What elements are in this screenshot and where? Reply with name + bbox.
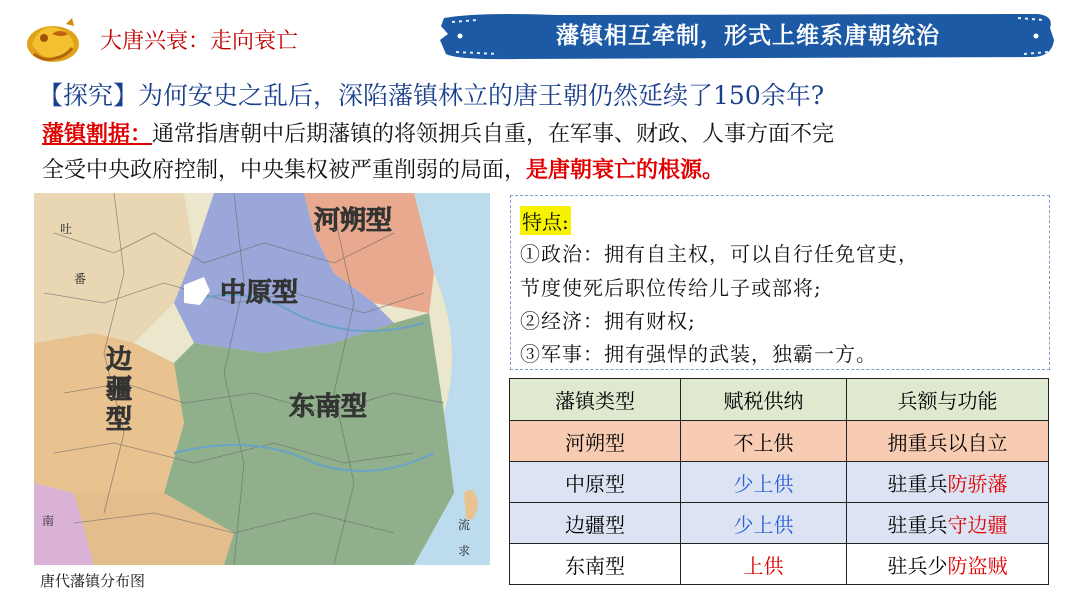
type-cell: 边疆型 [510,503,681,544]
label-hebei: 河朔型 [314,206,393,236]
fanzhen-types-table [509,378,1049,585]
inquiry-question: 【探究】为何安史之乱后，深陷藩镇林立的唐王朝仍然延续了150余年? [38,81,825,110]
feature-item: ②经济：拥有财权; [520,309,696,333]
table-header: 藩镇类型 [510,379,681,421]
function-cell [847,462,1049,503]
type-cell: 河朔型 [510,421,681,462]
function-emphasis: 守边疆 [947,512,1008,537]
tax-cell: 不上供 [681,421,847,462]
function-text: 驻重兵 [887,471,948,496]
feature-item: ③军事：拥有强悍的武装，独霸一方。 [520,342,877,366]
banner-title: 藩镇相互牵制，形式上维系唐朝统治 [556,22,940,49]
function-cell [847,544,1049,585]
label-zhongyuan: 中原型 [220,278,299,308]
label-fan: 番 [74,272,87,286]
definition-text-1: 通常指唐朝中后期藩镇的将领拥兵自重，在军事、财政、人事方面不完 [152,122,835,147]
label-dongnan: 东南型 [289,392,368,422]
table-header: 赋税供纳 [681,379,847,421]
function-emphasis: 防骄藩 [947,471,1008,496]
table-row [510,544,1049,585]
definition-text-2: 全受中央政府控制，中央集权被严重削弱的局面， [42,158,527,183]
label-bianjiang-char-2: 疆 [106,375,133,405]
feature-item: 节度使死后职位传给儿子或部将; [520,276,822,300]
lesson-topic-title: 大唐兴衰：走向衰亡 [100,29,299,54]
function-text: 驻重兵 [887,512,948,537]
label-nan: 南 [42,514,55,528]
features-title: 特点: [520,206,571,235]
feature-item: ①政治：拥有自主权，可以自行任免官吏， [520,242,919,266]
definition-term: 藩镇割据： [42,121,153,147]
tax-cell: 少上供 [681,462,847,503]
definition-line-1 [42,117,834,148]
dragon-logo-icon [22,14,84,68]
table-row [510,421,1049,462]
function-emphasis: 防盗贼 [947,553,1008,578]
function-cell [847,503,1049,544]
definition-emphasis: 是唐朝衰亡的根源。 [526,157,725,183]
label-qiu: 求 [458,544,471,558]
type-cell: 中原型 [510,462,681,503]
map-caption: 唐代藩镇分布图 [40,572,146,590]
table-header: 兵额与功能 [847,379,1049,421]
label-liu: 流 [458,518,471,532]
tax-cell: 少上供 [681,503,847,544]
definition-line-2 [42,153,724,184]
table-row [510,462,1049,503]
function-cell [847,421,1049,462]
label-bianjiang-char-3: 型 [106,405,133,435]
type-cell: 东南型 [510,544,681,585]
label-tu: 吐 [60,222,73,236]
label-bianjiang-char-1: 边 [106,345,133,375]
tang-fanzhen-map [34,193,490,565]
table-header-row [510,379,1049,421]
function-text: 拥重兵以自立 [887,430,1008,455]
tax-cell: 上供 [681,544,847,585]
function-text: 驻兵少 [887,553,948,578]
table-row [510,503,1049,544]
